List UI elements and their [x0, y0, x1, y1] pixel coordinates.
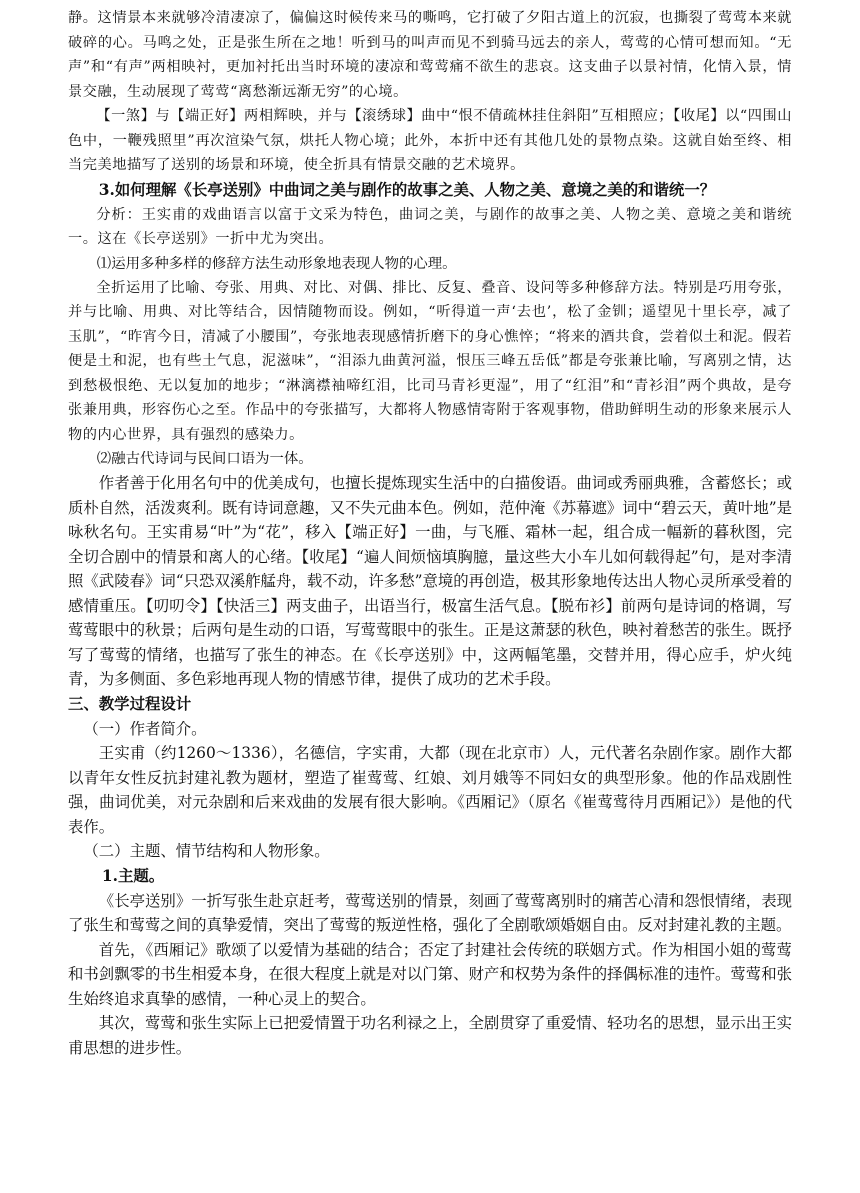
subsection-theme: （二）主题、情节结构和人物形象。	[83, 842, 330, 860]
subpoint-2: ⑵融古代诗词与民间口语为一体。	[96, 451, 313, 467]
question-heading-3: 3.如何理解《长亭送别》中曲词之美与剧作的故事之美、人物之美、意境之美的和谐统一？	[98, 180, 716, 199]
subpoint-1: ⑴运用多种多样的修辞方法生动形象地表现人物的心理。	[96, 255, 457, 272]
paragraph-theme-summary: 《长亭送别》一折写张生赴京赶考，莺莺送别的情景，刻画了莺莺离别时的痛苦心清和怨恨情绪，表现了张生和莺莺之间的真挚爱情，突出了莺莺的叛逆性格，强化了全剧歌颂婚姻自由。反对封建礼教的主题。	[68, 891, 792, 934]
topic-heading-1: 1.主题。	[101, 866, 165, 885]
paragraph-rhetoric: 全折运用了比喻、夸张、用典、对比、对偶、排比、反复、叠音、设问等多种修辞方法。特别是巧用夸张，并与比喻、用典、对比等结合，因情随物而设。例如，“听得道一声‘去也’，松了金钏；遥望见十里长亭，减了玉肌”，“昨宵今日，清减了小腰围”，夸张地表现感情折磨下的身心憔悴；“将来的酒共食，尝着似土和泥。假若便是土和泥，也有些土气息，泥滋味”，“泪添九曲黄河溢，恨压三峰五岳低”都是夸张兼比喻，写离别之情，达到愁极恨绝、无以复加的地步；“淋漓襟袖啼红泪，比司马青衫更湿”，用了“红泪”和“青衫泪”两个典故，是夸张兼用典，形容伤心之至。作品中的夸张描写，大都将人物感情寄附于客观事物，借助鲜明生动的形象来展示人物的内心世界，具有强烈的感染力。	[68, 279, 792, 443]
section-heading-3: 三、教学过程设计	[68, 694, 192, 713]
paragraph-scene-analysis: 静。这情景本来就够冷清凄凉了，偏偏这时候传来马的嘶鸣，它打破了夕阳古道上的沉寂，也撕裂了莺莺本来就破碎的心。马鸣之处，正是张生所在之地！听到马的叫声而见不到骑马远去的亲人，莺莺的心情可想而知。“无声”和“有声”两相映衬，更加衬托出当时环境的凄凉和莺莺痛不欲生的悲哀。这支曲子以景衬情，化情入景，情景交融，生动展现了莺莺“离愁渐远渐无穷”的心境。	[68, 10, 792, 100]
paragraph-yisha-analysis: 【一煞】与【端正好】两相辉映，并与【滚绣球】曲中“恨不倩疏林挂住斜阳”互相照应；【收尾】以“四围山色中，一鞭残照里”再次渲染气氛，烘托人物心境；此外，本折中还有其他几处的景物点染。这就自始至终、相当完美地描写了送别的场景和环境，使全折具有情景交融的艺术境界。	[68, 108, 792, 173]
paragraph-theme-second: 其次，莺莺和张生实际上已把爱情置于功名利禄之上，全剧贯穿了重爱情、轻功名的思想，显示出王实甫思想的进步性。	[68, 1014, 792, 1057]
paragraph-theme-first: 首先，《西厢记》歌颂了以爱情为基础的结合；否定了封建社会传统的联姻方式。作为相国小姐的莺莺和书剑飘零的书生相爱本身，在很大程度上就是对以门第、财产和权势为条件的择偶标准的违忤。莺莺和张生始终追求真挚的感情，一种心灵上的契合。	[68, 940, 792, 1008]
paragraph-analysis-intro: 分析：王实甫的戏曲语言以富于文采为特色，曲词之美，与剧作的故事之美、人物之美、意境之美和谐统一。这在《长亭送别》一折中尤为突出。	[68, 206, 792, 247]
subsection-author: （一）作者简介。	[83, 719, 207, 738]
paragraph-author-intro: 王实甫（约1260～1336），名德信，字实甫，大都（现在北京市）人，元代著名杂剧作家。剧作大都以青年女性反抗封建礼教为题材，塑造了崔莺莺、红娘、刘月娥等不同妇女的典型形象。他的作品戏剧性强，曲词优美，对元杂剧和后来戏曲的发展有很大影响。《西厢记》（原名《崔莺莺待月西厢记》）是他的代表作。	[68, 744, 792, 836]
paragraph-poetry-language: 作者善于化用名句中的优美成句，也擅长提炼现实生活中的白描俊语。曲词或秀丽典雅，含蓄悠长；或质朴自然，活泼爽利。既有诗词意趣，又不失元曲本色。例如，范仲淹《苏幕遮》词中“碧云天，黄叶地”是咏秋名句。王实甫易“叶”为“花”，移入【端正好】一曲，与飞雁、霜林一起，组合成一幅新的暮秋图，完全切合剧中的情景和离人的心绪。【收尾】“遍人间烦恼填胸臆，量这些大小车儿如何载得起”句，是对李清照《武陵春》词“只恐双溪舴艋舟，载不动，许多愁”意境的再创造，极其形象地传达出人物心灵所承受着的感情重压。【叨叨令】【快活三】两支曲子，出语当行，极富生活气息。【脱布衫】前两句是诗词的格调，写莺莺眼中的秋景；后两句是生动的口语，写莺莺眼中的张生。正是这萧瑟的秋色，映衬着愁苦的张生。既抒写了莺莺的情绪，也描写了张生的神态。在《长亭送别》中，这两幅笔墨，交替并用，得心应手，炉火纯青，为多侧面、多色彩地再现人物的情感节律，提供了成功的艺术手段。	[68, 474, 792, 688]
